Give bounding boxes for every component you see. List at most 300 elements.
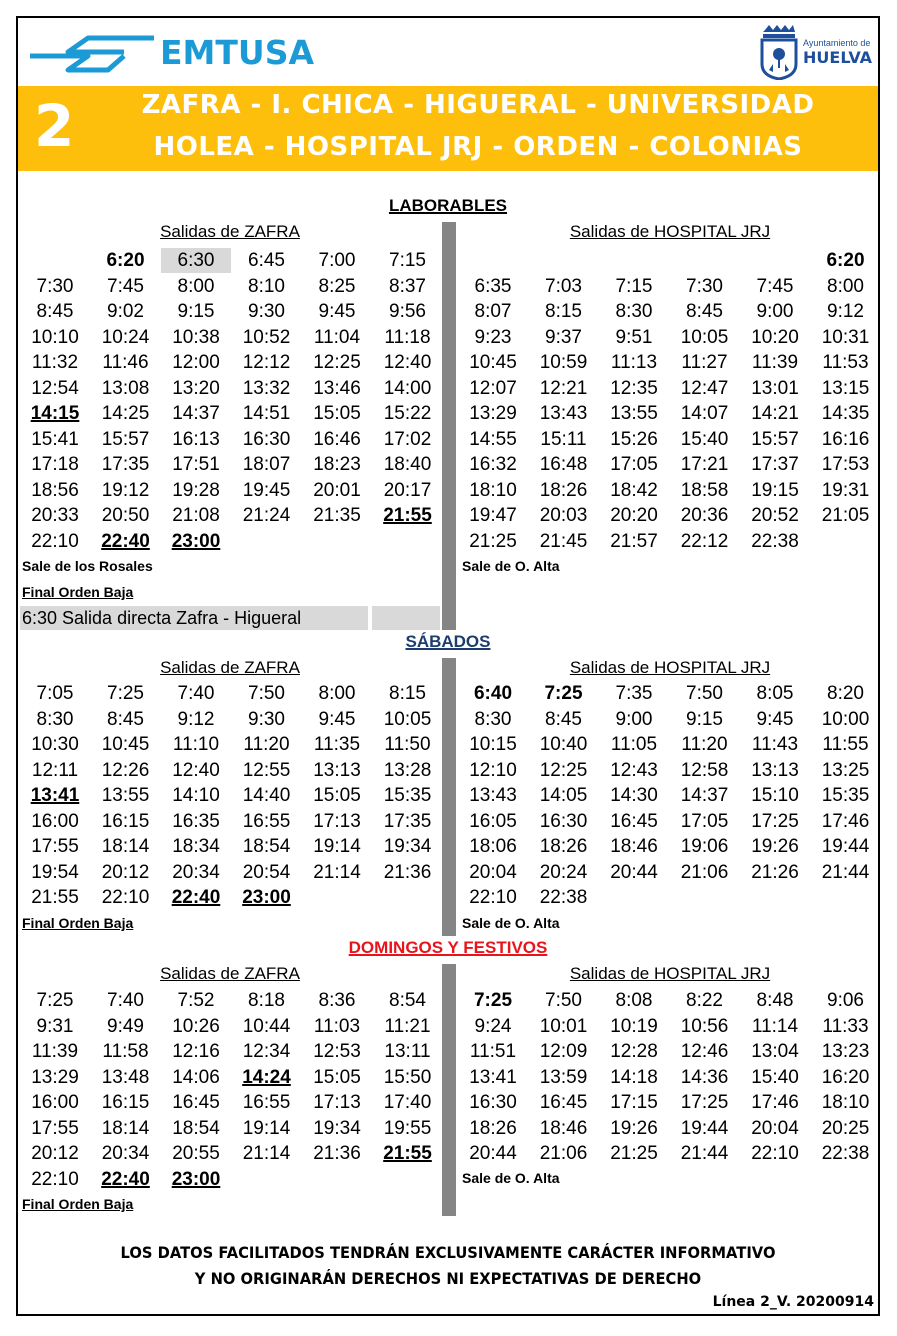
departure-time: 17:02 [383,428,432,450]
departure-time: 9:49 [107,1015,144,1037]
departure-time: 15:05 [313,785,361,806]
emtusa-logo [28,28,314,76]
departure-time: 17:05 [680,810,729,832]
departure-time: 9:12 [827,301,864,322]
departure-time: 8:48 [756,990,794,1011]
departure-time: 18:10 [821,1092,870,1113]
departure-time: 14:35 [821,403,870,424]
departure-time: 7:45 [756,275,794,297]
departure-time: 11:53 [822,352,869,373]
departure-time: 15:40 [680,428,729,450]
departure-time: 7:50 [248,683,285,704]
timetable-row [18,681,448,706]
departure-time: 16:55 [242,810,291,832]
departure-time: 14:24 [242,1066,291,1088]
note-final-orden-baja: Final Orden Baja [22,1196,134,1212]
timetable-row [456,860,886,885]
departure-time: 16:00 [31,1092,79,1113]
departure-time: 19:28 [172,479,220,501]
departure-time: 18:06 [469,836,517,857]
departure-time: 12:40 [383,352,432,373]
departure-time: 8:30 [615,301,653,322]
departure-time: 18:26 [539,479,588,501]
departure-time: 10:00 [821,708,870,730]
departure-time: 21:35 [313,505,361,526]
departure-time: 7:35 [615,683,653,704]
departure-time: 10:45 [101,734,150,755]
departure-time: 17:13 [313,810,361,832]
timetable-row [18,478,448,503]
departure-time: 9:30 [248,708,285,730]
departure-time: 14:36 [680,1066,729,1088]
departure-time: 19:14 [313,836,361,857]
departure-time: 7:25 [544,683,583,704]
timetable-row [18,248,448,273]
departure-time: 17:15 [610,1092,658,1113]
note-sale-o-alta: Sale de O. Alta [462,558,560,574]
departure-time: 17:55 [31,1117,79,1139]
departure-time: 9:24 [474,1015,512,1037]
departure-time: 16:35 [172,810,220,832]
departure-time: 12:43 [610,759,658,781]
departure-time: 13:55 [610,403,658,424]
departure-time: 10:44 [242,1015,291,1037]
timetable-row [18,299,448,324]
departure-time: 12:11 [31,759,79,781]
departure-time: 20:34 [101,1143,150,1164]
departure-time: 13:43 [469,785,517,806]
column-separator [442,222,456,630]
departure-time: 12:12 [242,352,291,373]
departure-time: 10:05 [383,708,432,730]
departure-time: 20:04 [469,861,517,883]
city-label-small: Ayuntamiento de [803,37,871,48]
departure-time: 8:05 [756,683,794,704]
departure-time: 20:01 [313,479,361,501]
departure-time: 21:26 [751,861,799,883]
departure-time: 18:26 [539,836,588,857]
timetable-row [18,885,448,910]
departure-time: 8:08 [615,990,653,1011]
departure-time: 18:26 [469,1117,517,1139]
departure-time: 6:30 [161,248,231,273]
departure-time: 20:52 [751,505,799,526]
departure-time: 21:45 [539,530,588,552]
departure-time: 8:15 [389,683,426,704]
timetable-row [18,758,448,783]
departure-time: 16:55 [242,1092,291,1113]
departure-time: 11:46 [102,352,149,373]
departure-time: 16:45 [172,1092,220,1113]
departure-time: 16:13 [172,428,220,450]
departure-time: 20:44 [610,861,658,883]
departure-time: 17:51 [172,454,220,475]
departure-time: 18:46 [610,836,658,857]
timetable-row [18,834,448,859]
departure-time: 22:38 [821,1143,870,1164]
timetable-row [456,350,886,375]
departure-time: 11:55 [822,734,869,755]
departure-time: 19:14 [242,1117,291,1139]
departure-time: 6:40 [473,683,513,704]
timetable-row [456,758,886,783]
departure-time: 22:10 [751,1143,799,1164]
timetable-row [18,783,448,808]
departure-time: 19:26 [610,1117,658,1139]
timetable-row [18,1065,448,1090]
departure-time: 14:21 [751,403,799,424]
departure-time: 18:58 [680,479,729,501]
departure-time: 11:39 [751,352,799,373]
departure-time: 19:44 [821,836,870,857]
departure-time: 14:05 [539,785,588,806]
departure-time: 11:20 [243,734,290,755]
departure-time: 19:55 [383,1117,432,1139]
departure-time: 12:55 [242,759,291,781]
departure-time: 14:18 [610,1066,658,1088]
departure-time: 8:30 [36,708,74,730]
departure-time: 20:04 [751,1117,799,1139]
departure-time: 14:06 [172,1066,220,1088]
departure-time: 10:24 [101,326,150,348]
timetable-row [456,1116,886,1141]
departure-time: 17:46 [821,810,870,832]
departure-time: 17:37 [751,454,799,475]
departure-time: 7:15 [615,275,653,297]
departure-time: 9:06 [827,990,864,1011]
departure-time: 18:40 [383,454,432,475]
timetable-row [18,809,448,834]
departure-time: 17:40 [383,1092,432,1113]
departure-time: 10:10 [31,326,79,348]
departure-time: 11:32 [31,352,79,373]
departure-time: 12:25 [539,759,588,781]
departure-time: 8:15 [545,301,582,322]
departure-time: 8:45 [545,708,582,730]
departure-time: 21:14 [313,861,361,883]
timetable-row [456,1065,886,1090]
departure-time: 10:45 [469,352,517,373]
departure-time: 12:09 [539,1041,588,1062]
departure-time: 12:46 [680,1041,729,1062]
departure-time: 9:37 [545,326,582,348]
direct-departure-note-fill [372,606,440,630]
departure-time: 8:00 [827,275,864,297]
direct-departure-note: 6:30 Salida directa Zafra - Higueral [20,606,368,630]
departure-time: 14:25 [101,403,150,424]
departure-time: 13:29 [469,403,517,424]
departure-time: 7:52 [177,990,215,1011]
brand-name: EMTUSA [160,32,314,72]
departure-time: 13:25 [821,759,870,781]
departure-time: 8:37 [389,275,426,297]
departure-time: 9:00 [615,708,653,730]
departure-time: 12:10 [469,759,517,781]
note-final-orden-baja: Final Orden Baja [22,584,134,600]
departure-time: 17:35 [383,810,432,832]
city-label-big: HUELVA [803,47,872,67]
departure-time: 15:57 [751,428,799,450]
departure-time: 15:05 [313,1066,361,1088]
departure-time: 13:29 [31,1066,79,1088]
departure-time: 21:36 [313,1143,361,1164]
departure-time: 11:10 [172,734,220,755]
departure-time: 21:55 [383,505,432,526]
timetable-row [18,401,448,426]
section-title-domingos: DOMINGOS Y FESTIVOS [348,938,548,957]
departure-time: 11:21 [384,1015,431,1037]
departure-time: 13:43 [539,403,588,424]
departure-time: 16:45 [539,1092,588,1113]
departure-time: 21:06 [539,1143,588,1164]
departure-time: 10:31 [821,326,870,348]
departure-time: 8:22 [686,990,723,1011]
departure-time: 8:45 [107,708,144,730]
departure-time: 6:45 [248,250,285,271]
departure-time: 11:05 [610,734,658,755]
departure-time: 11:03 [313,1015,361,1037]
departure-time: 21:06 [680,861,729,883]
departure-time: 8:18 [248,990,285,1011]
timetable-row [456,503,886,528]
departure-time: 18:14 [101,836,150,857]
departure-time: 21:44 [821,861,870,883]
timetable-row [18,376,448,401]
departure-time: 21:57 [610,530,658,552]
departure-time: 21:55 [383,1143,432,1164]
departure-time: 21:05 [821,505,870,526]
departure-time: 22:10 [101,887,150,908]
departure-time: 17:46 [751,1092,799,1113]
departure-time: 14:07 [680,403,729,424]
departure-time: 22:40 [101,530,150,552]
timetable-row [456,478,886,503]
departure-time: 20:36 [680,505,729,526]
departure-time: 10:19 [610,1015,658,1037]
heading-departures-hospital: Salidas de HOSPITAL JRJ [569,658,771,677]
departure-time: 15:26 [610,428,658,450]
timetable-row [18,452,448,477]
departure-time: 16:20 [821,1066,870,1088]
timetable-row [456,1014,886,1039]
departure-time: 9:45 [756,708,794,730]
version-label: Línea 2_V. 20200914 [712,1294,874,1310]
departure-time: 13:28 [383,759,432,781]
departure-time: 15:05 [313,403,361,424]
departure-time: 7:25 [36,990,74,1011]
departure-time: 11:04 [313,326,361,348]
departure-time: 16:30 [539,810,588,832]
coat-of-arms-icon [759,24,799,80]
departure-time: 13:13 [751,759,799,781]
departure-time: 8:36 [318,990,356,1011]
departure-time: 22:40 [101,1168,150,1190]
departure-time: 20:03 [539,505,588,526]
departure-time: 7:40 [177,683,215,704]
departure-time: 19:26 [751,836,799,857]
departure-time: 15:22 [383,403,432,424]
timetable-row [18,1014,448,1039]
departure-time: 18:46 [539,1117,588,1139]
column-separator [442,964,456,1216]
timetable-row [456,783,886,808]
departure-time: 13:46 [313,377,361,399]
departure-time: 10:01 [539,1015,588,1037]
departure-time: 13:59 [539,1066,588,1088]
departure-time: 13:13 [313,759,361,781]
departure-time: 7:50 [545,990,582,1011]
departure-time: 22:10 [469,887,517,908]
departure-time: 12:07 [469,377,517,399]
departure-time: 15:35 [383,785,432,806]
departure-time: 15:41 [31,428,79,450]
departure-time: 20:33 [31,505,79,526]
departure-time: 11:27 [681,352,728,373]
departure-time: 8:20 [827,683,864,704]
departure-time: 14:40 [242,785,291,806]
timetable-row [456,681,886,706]
departure-time: 7:40 [107,990,144,1011]
timetable-row [18,732,448,757]
heading-departures-zafra: Salidas de ZAFRA [160,658,300,677]
departure-time: 20:20 [610,505,658,526]
departure-time: 16:30 [242,428,291,450]
departure-time: 19:15 [751,479,799,501]
departure-time: 20:12 [31,1143,79,1164]
timetable-sheet [16,16,880,1316]
departure-time: 7:50 [686,683,723,704]
departure-time: 20:44 [469,1143,517,1164]
departure-time: 8:00 [318,683,356,704]
departure-time: 7:30 [36,275,74,297]
departure-time: 11:18 [384,326,431,348]
departure-time: 20:54 [242,861,291,883]
departure-time: 8:00 [177,275,215,297]
timetable-row [18,350,448,375]
departure-time: 16:46 [313,428,361,450]
departure-time: 16:15 [101,1092,150,1113]
departure-time: 14:51 [242,403,291,424]
departure-time: 10:30 [31,734,79,755]
timetable-row [456,452,886,477]
emtusa-arrows-icon [28,30,156,74]
departure-time: 8:25 [318,275,356,297]
timetable-row [456,707,886,732]
departure-time: 11:51 [469,1041,517,1062]
departure-time: 15:40 [751,1066,799,1088]
heading-departures-zafra: Salidas de ZAFRA [160,964,300,983]
timetable-row [18,1090,448,1115]
timetable-row [18,1141,448,1166]
departure-time: 20:24 [539,861,588,883]
departure-time: 8:45 [686,301,723,322]
timetable-row [456,1039,886,1064]
timetable-row [456,834,886,859]
departure-time: 11:14 [751,1015,799,1037]
departure-time: 15:11 [540,428,587,450]
departure-time: 9:45 [318,708,356,730]
timetable-row [18,503,448,528]
timetable-row [456,732,886,757]
departure-time: 13:32 [242,377,291,399]
timetable-row [456,809,886,834]
departure-time: 10:20 [751,326,799,348]
departure-time: 11:35 [313,734,361,755]
departure-time: 10:38 [172,326,220,348]
departure-time: 7:30 [686,275,723,297]
departure-time: 9:30 [248,301,285,322]
departure-time: 20:34 [172,861,220,883]
departure-time: 15:50 [383,1066,432,1088]
departure-time: 11:13 [610,352,658,373]
huelva-city-logo [759,24,872,80]
departure-time: 15:10 [751,785,799,806]
departure-time: 12:00 [172,352,220,373]
timetable-row [456,248,886,273]
departure-time: 17:53 [821,454,870,475]
departure-time: 12:25 [313,352,361,373]
departure-time: 12:26 [101,759,150,781]
departure-time: 17:05 [610,454,658,475]
departure-time: 10:40 [539,734,588,755]
departure-time: 16:05 [469,810,517,832]
departure-time: 19:44 [680,1117,729,1139]
departure-time: 6:20 [826,250,865,271]
departure-time: 17:13 [313,1092,361,1113]
timetable-row [456,529,886,554]
departure-time: 13:41 [30,785,80,806]
departure-time: 7:05 [36,683,74,704]
timetable-row [456,1141,886,1166]
departure-time: 17:25 [680,1092,729,1113]
departure-time: 17:21 [680,454,729,475]
timetable-row [456,988,886,1013]
departure-time: 22:38 [751,530,799,552]
departure-time: 12:34 [242,1041,291,1062]
departure-time: 20:12 [101,861,150,883]
timetable-row [456,885,886,910]
departure-time: 11:58 [102,1041,149,1062]
departure-time: 11:43 [751,734,799,755]
departure-time: 10:56 [680,1015,729,1037]
departure-time: 11:33 [822,1015,869,1037]
heading-departures-hospital: Salidas de HOSPITAL JRJ [569,964,771,983]
departure-time: 16:30 [469,1092,517,1113]
departure-time: 8:07 [474,301,512,322]
timetable-row [18,860,448,885]
disclaimer-line-1: LOS DATOS FACILITADOS TENDRÁN EXCLUSIVAMENTE CARÁCTER INFORMATIVO [120,1243,776,1262]
note-final-orden-baja: Final Orden Baja [22,915,134,931]
departure-time: 18:14 [101,1117,150,1139]
line-number: 2 [34,92,75,160]
departure-time: 18:42 [610,479,658,501]
departure-time: 12:16 [172,1041,220,1062]
departure-time: 14:37 [680,785,729,806]
departure-time: 13:01 [751,377,799,399]
timetable-row [18,1039,448,1064]
departure-time: 16:00 [31,810,79,832]
departure-time: 20:50 [101,505,150,526]
departure-time: 19:45 [242,479,291,501]
departure-time: 14:55 [469,428,517,450]
departure-time: 13:48 [101,1066,150,1088]
departure-time: 16:32 [469,454,517,475]
timetable-row [456,274,886,299]
departure-time: 19:34 [383,836,432,857]
departure-time: 20:17 [383,479,432,501]
departure-time: 7:15 [389,250,426,271]
departure-time: 12:40 [172,759,220,781]
